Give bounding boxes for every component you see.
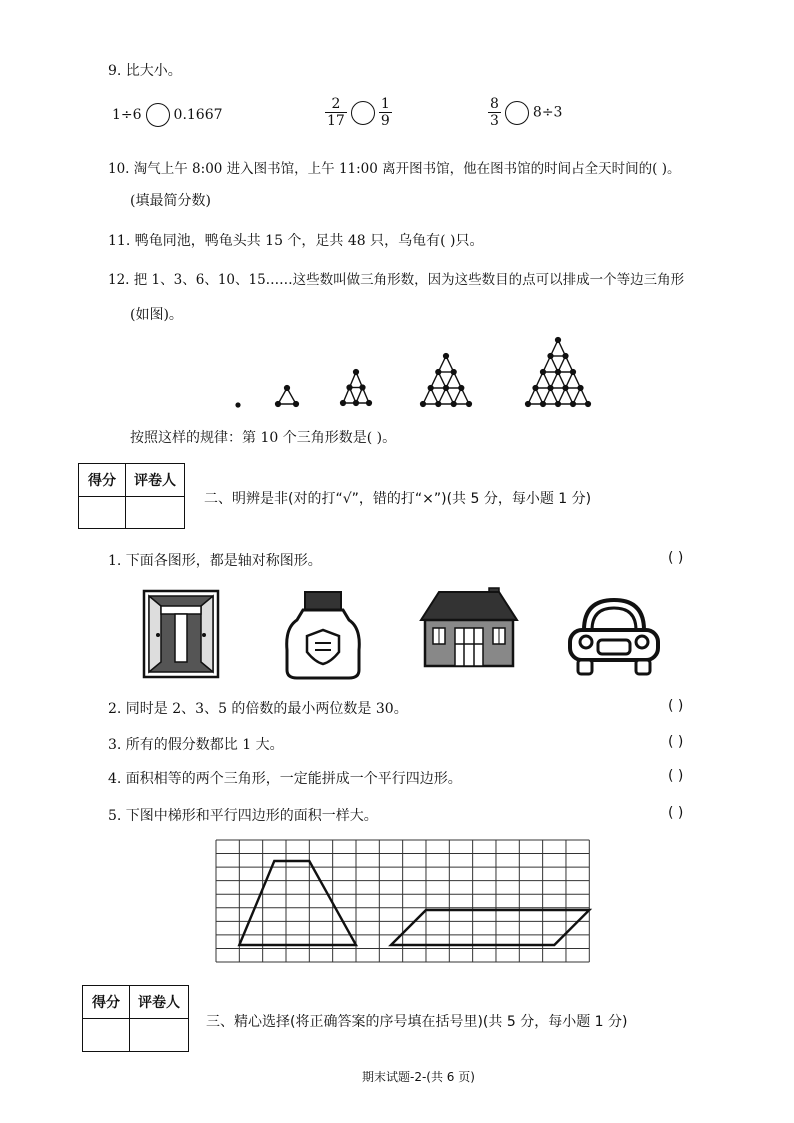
q12-line1: 12. 把 1、3、6、10、15……这些数叫做三角形数，因为这些数目的点可以排成一个等边三角形: [108, 272, 685, 288]
s2-item2-text: 2. 同时是 2、3、5 的倍数的最小两位数是 30。: [108, 701, 408, 717]
q10-line2: (填最简分数): [130, 193, 211, 209]
triangle-numbers-figure: [0, 330, 794, 420]
door-icon: [143, 590, 219, 678]
bottle-icon: [283, 590, 363, 680]
q11-text: 11. 鸭龟同池，鸭龟头共 15 个，足共 48 只，乌龟有( )只。: [108, 233, 484, 249]
compare-circle[interactable]: [146, 103, 170, 127]
section2-title: 二、明辨是非(对的打“√”，错的打“×”)(共 5 分，每小题 1 分): [204, 491, 592, 507]
q9-title: 9. 比大小。: [108, 63, 182, 79]
s2-item1-text: 1. 下面各图形，都是轴对称图形。: [108, 553, 322, 569]
score-box-3: [82, 985, 189, 1052]
q9-compare-3: [488, 96, 562, 129]
triangle-1: [235, 402, 240, 407]
triangle-3: [276, 386, 299, 407]
s2-item1-answer[interactable]: ( ): [668, 550, 684, 566]
compare-circle[interactable]: [505, 101, 529, 125]
page-footer: 期末试题-2-(共 6 页): [362, 1070, 475, 1084]
s2-item3-answer[interactable]: ( ): [668, 734, 684, 750]
score-cell[interactable]: [83, 1019, 130, 1052]
grader-cell[interactable]: [130, 1019, 189, 1052]
triangle-6: [341, 370, 372, 406]
q9-c1-left: 1÷6: [112, 107, 142, 123]
triangle-10: [421, 354, 472, 407]
house-icon: [419, 584, 519, 670]
grid-figure: [216, 840, 596, 968]
q9-c3-right: 8÷3: [532, 104, 563, 121]
score-label: 得分: [79, 464, 126, 497]
q9-c1-right: 0.1667: [173, 107, 223, 123]
score-label: 得分: [83, 986, 130, 1019]
triangle-15: [526, 338, 591, 407]
s2-item4-text: 4. 面积相等的两个三角形，一定能拼成一个平行四边形。: [108, 771, 462, 787]
fraction: $\frac{1}{9}$: [380, 96, 390, 129]
trapezoid-shape: [239, 861, 356, 945]
s2-item2-answer[interactable]: ( ): [668, 698, 684, 714]
section3-title: 三、精心选择(将正确答案的序号填在括号里)(共 5 分，每小题 1 分): [206, 1014, 628, 1030]
score-cell[interactable]: [79, 497, 126, 529]
fraction: $\frac{2}{17}$: [327, 96, 345, 129]
fraction: $\frac{8}{3}$: [490, 96, 499, 129]
q12-line2: (如图)。: [130, 307, 183, 323]
parallelogram-shape: [391, 910, 589, 945]
s2-item5-answer[interactable]: ( ): [668, 805, 684, 821]
grader-cell[interactable]: [126, 497, 185, 529]
s2-item4-answer[interactable]: ( ): [668, 768, 684, 784]
car-icon: [566, 594, 662, 680]
s2-item3-text: 3. 所有的假分数都比 1 大。: [108, 737, 284, 753]
grid-lines: [216, 840, 589, 962]
score-box: [78, 463, 185, 529]
s2-item5-text: 5. 下图中梯形和平行四边形的面积一样大。: [108, 808, 378, 824]
q9-compare-1: [112, 103, 223, 127]
q9-compare-2: [325, 96, 392, 129]
grader-label: 评卷人: [126, 464, 185, 497]
q12-line3: 按照这样的规律：第 10 个三角形数是( )。: [130, 430, 397, 446]
q10-line1: 10. 淘气上午 8:00 进入图书馆，上午 11:00 离开图书馆，他在图书馆的时间占全天时间的( )。: [108, 161, 681, 177]
grader-label: 评卷人: [130, 986, 189, 1019]
compare-circle[interactable]: [351, 101, 375, 125]
